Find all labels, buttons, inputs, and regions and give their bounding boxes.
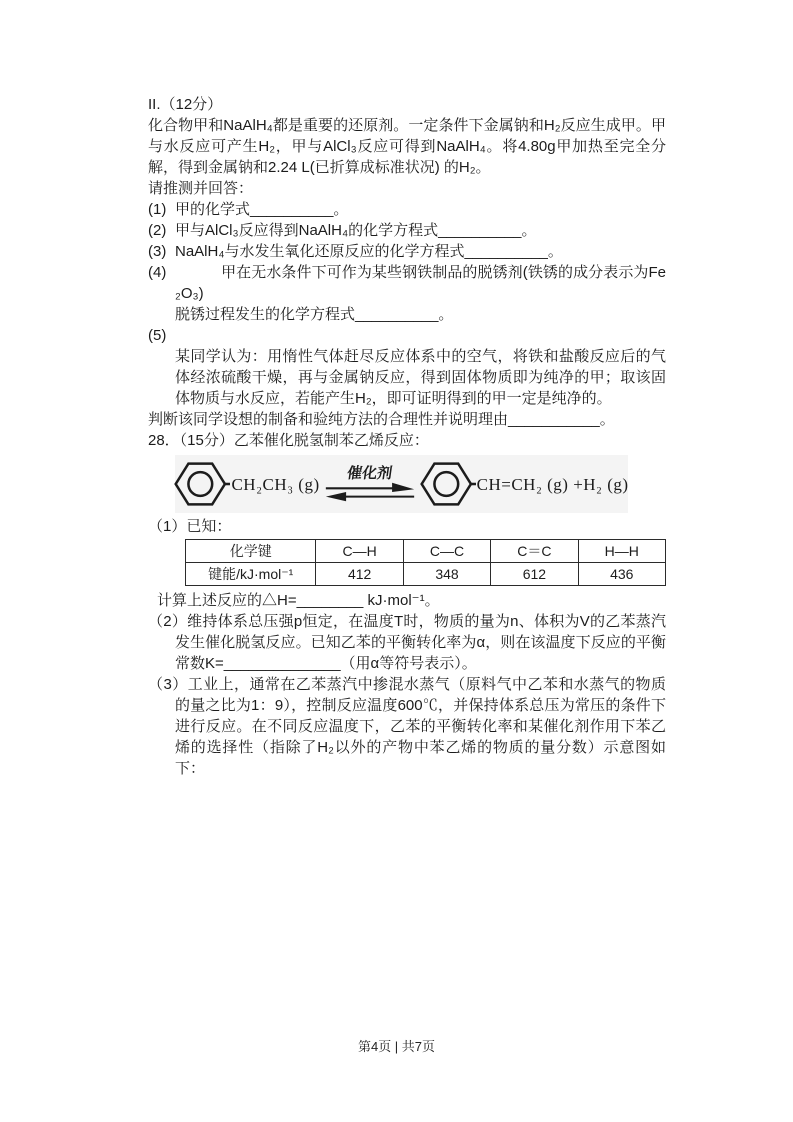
item-4-marker: (4) — [148, 264, 167, 281]
page-content — [148, 94, 666, 779]
q2-intro-paragraph: 化合物甲和NaAlH₄都是重要的还原剂。一定条件下金属钠和H₂反应生成甲。甲与水反应可产生H₂，甲与AlCl₃反应可得到NaAlH₄。将4.80g甲加热至完全分解，得到金属钠和2.24 L(已折算成标准状况) 的H₂。 — [148, 117, 666, 176]
table-cell: 键能/kJ·mol⁻¹ — [186, 563, 316, 586]
q2-item-1 — [148, 199, 666, 220]
q28-calc-line: 计算上述反应的△H=________ kJ·mol⁻¹。 — [157, 592, 440, 609]
catalyst-label: 催化剂 — [345, 465, 394, 482]
table-cell: 412 — [316, 563, 403, 586]
item-4-text: 甲在无水条件下可作为某些钢铁制品的脱锈剂(铁锈的成分表示为Fe₂O₃) — [175, 264, 666, 302]
q2-judge-line: 判断该同学设想的制备和验纯方法的合理性并说明理由___________。 — [148, 411, 615, 428]
table-cell: 612 — [491, 563, 578, 586]
q2-item-3 — [148, 241, 666, 262]
ethylbenzene-formula: CH₂CH₃ (g) — [231, 474, 320, 494]
table-header-cell: C＝C — [491, 540, 578, 563]
part1-marker: （1） — [148, 518, 187, 535]
table-header-cell: H—H — [578, 540, 665, 563]
q2-item-4-continued: 脱锈过程发生的化学方程式__________。 — [175, 306, 454, 323]
q2-item-4 — [148, 262, 666, 304]
reaction-equation — [175, 455, 628, 513]
section-2-heading: II.（12分） — [148, 96, 223, 113]
item-3-text: NaAlH₄与水发生氧化还原反应的化学方程式__________。 — [175, 243, 563, 260]
part2-text: 维持体系总压强p恒定，在温度T时，物质的量为n、体积为V的乙苯蒸汽发生催化脱氢反应。已知乙苯的平衡转化率为α，则在该温度下反应的平衡常数K=______________（用α等符号表示）。 — [175, 613, 667, 672]
table-cell: 348 — [403, 563, 490, 586]
q2-item-5 — [148, 325, 666, 346]
table-header-cell: C—H — [316, 540, 403, 563]
q28-part1-label — [148, 516, 666, 537]
item-5-marker: (5) — [148, 327, 167, 344]
part1-text: 已知： — [186, 518, 232, 535]
table-header-row — [186, 540, 666, 563]
page-footer: 第4页 | 共7页 — [357, 1039, 436, 1054]
q2-item-5-body: 某同学认为：用惰性气体赶尽反应体系中的空气，将铁和盐酸反应后的气体经浓硫酸干燥，再与金属钠反应，得到固体物质即为纯净的甲；取该固体物质与水反应，若能产生H₂，即可证明得到的甲一定是纯净的。 — [175, 348, 666, 407]
item-1-marker: (1) — [148, 201, 167, 218]
q28-part3 — [148, 674, 666, 779]
table-header-cell: C—C — [403, 540, 490, 563]
bond-energy-table — [185, 539, 666, 586]
styrene-formula: CH=CH₂ (g) +H₂ (g) — [476, 474, 629, 494]
benzene-ring-icon — [420, 461, 476, 507]
q28-heading: 28．（15分）乙苯催化脱氢制苯乙烯反应： — [148, 432, 429, 449]
part3-text: 工业上，通常在乙苯蒸汽中掺混水蒸气（原料气中乙苯和水蒸气的物质的量之比为1：9），控制反应温度600℃，并保持体系总压为常压的条件下进行反应。在不同反应温度下，乙苯的平衡转化率和某催化剂作用下苯乙烯的选择性（指除了H₂以外的产物中苯乙烯的物质的量分数）示意图如下： — [175, 676, 667, 777]
item-1-text: 甲的化学式__________。 — [175, 201, 349, 218]
equilibrium-arrows-icon — [324, 482, 416, 502]
item-2-text: 甲与AlCl₃反应得到NaAlH₄的化学方程式__________。 — [175, 222, 537, 239]
table-cell: 436 — [578, 563, 665, 586]
q28-part2 — [148, 611, 666, 674]
item-2-marker: (2) — [148, 222, 167, 239]
table-row — [186, 563, 666, 586]
q2-item-2 — [148, 220, 666, 241]
q2-prompt: 请推测并回答： — [148, 180, 254, 197]
benzene-ring-icon — [174, 461, 230, 507]
table-header-cell: 化学键 — [186, 540, 316, 563]
part3-marker: （3） — [148, 676, 188, 693]
item-3-marker: (3) — [148, 243, 167, 260]
equilibrium-arrows — [323, 466, 417, 502]
part2-marker: （2） — [148, 613, 188, 630]
